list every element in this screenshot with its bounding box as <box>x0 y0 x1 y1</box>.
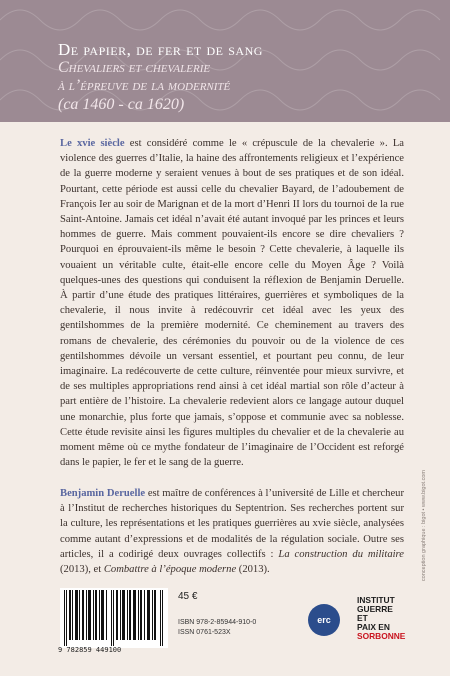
institute-line3: PAIX <box>357 622 376 632</box>
design-credit: conception graphique : bigot • www.bigot.com <box>421 470 427 582</box>
author-name: Benjamin Deruelle <box>60 488 146 499</box>
isbn-block <box>178 618 256 638</box>
isbn: ISBN 978-2-85944-910-0 <box>178 619 257 626</box>
title-block <box>58 40 263 114</box>
issn: ISSN 0761-523X <box>178 629 231 636</box>
blurb-paragraph <box>60 136 404 470</box>
institute-logo <box>357 595 406 641</box>
blurb-text: est considéré comme le « crépuscule de la chevalerie ». La violence des guerres d’Italie, la haine des affrontements religieux et l’expérience de la guerre moderne y seraient venues à bout de ses pratiques et de son idéal. Pourtant, cette période est aussi celle du chevalier Bayard, de l’adoubement de François Ier au soir de Marignan et de la mort d’Henri II lors du tournoi de la rue Saint-Antoine. Jamais cet idéal n’avait été autant invoqué par les princes et leurs hommes de guerre. Mais comment pouvaient-ils encore se dire chevaliers ? Pourquoi en éprouvaient-ils même le besoin ? Cette chevalerie, à laquelle ils vouaient un véritable culte, était-elle encore celle du Moyen Âge ? Voilà quelques-unes des questions qui conduisent la réflexion de Benjamin Deruelle. À partir d’une étude des pratiques littéraires, guerrières et symboliques de la chevalerie, il nous invite à redécouvrir cet idéal avec les yeux des gentilshommes de la première modernité. Ce cheminement au travers des romans de chevalerie, des cérémonies du pouvoir ou de la violence de ces gentilshommes dévoile un versant essentiel, et pourtant peu connu, de leur imaginaire. La redécouverte de cette culture, réinventée pour mieux survivre, et de ses multiples appropriations rend ainsi à cet idéal martial son rôle d’acteur à part entière de l’histoire. La chevalerie redevient alors ce langage autour duquel une monarchie, plus forte que jamais, s’oppose et communie avec sa noblesse. Cette étude revisite ainsi les figures multiples du chevalier et de la chevalerie au moment même où ce mythe fondateur de l’imaginaire de l’Occident est reforgé dans le papier, le fer et le sang de la guerre. <box>60 138 404 469</box>
blurb-lead: Le xvie siècle <box>60 138 125 149</box>
bio-text-a: est maître de conférences à l’université de Lille et chercheur à l’Institut de recherches historiques du Septentrion. Ses recherches portent sur la culture, les représentations et les pratiques guerrières au xvie siècle, analysées comme autant d’expressions et de modalités de la régulation sociale. Outre ses articles, il a codirigé deux ouvrages collectifs : <box>60 488 405 560</box>
institute-line2: GUERRE ET <box>357 604 393 623</box>
book-dates: (ca 1460 - ca 1620) <box>58 96 185 113</box>
barcode-digits: 9 782859 449100 <box>58 646 122 654</box>
institute-line4: EN <box>378 622 390 632</box>
barcode <box>60 588 168 648</box>
bio-text-c: (2013). <box>236 564 270 576</box>
bio-text-b: (2013), et <box>60 564 104 576</box>
price: 45 € <box>178 591 198 602</box>
author-bio <box>60 486 404 577</box>
book-title: De papier, de fer et de sang <box>58 40 263 59</box>
erc-logo: erc <box>308 604 340 636</box>
book-subtitle-line2: à l’épreuve de la modernité <box>58 77 231 94</box>
book-title-2: Combattre à l’époque moderne <box>103 564 237 576</box>
institute-line5: SORBONNE <box>357 631 406 641</box>
cover-header <box>0 0 450 122</box>
book-subtitle-line1: Chevaliers et chevalerie <box>58 59 211 76</box>
institute-line1: INSTITUT <box>357 595 395 605</box>
book-title-1: La construction du militaire <box>278 548 404 560</box>
